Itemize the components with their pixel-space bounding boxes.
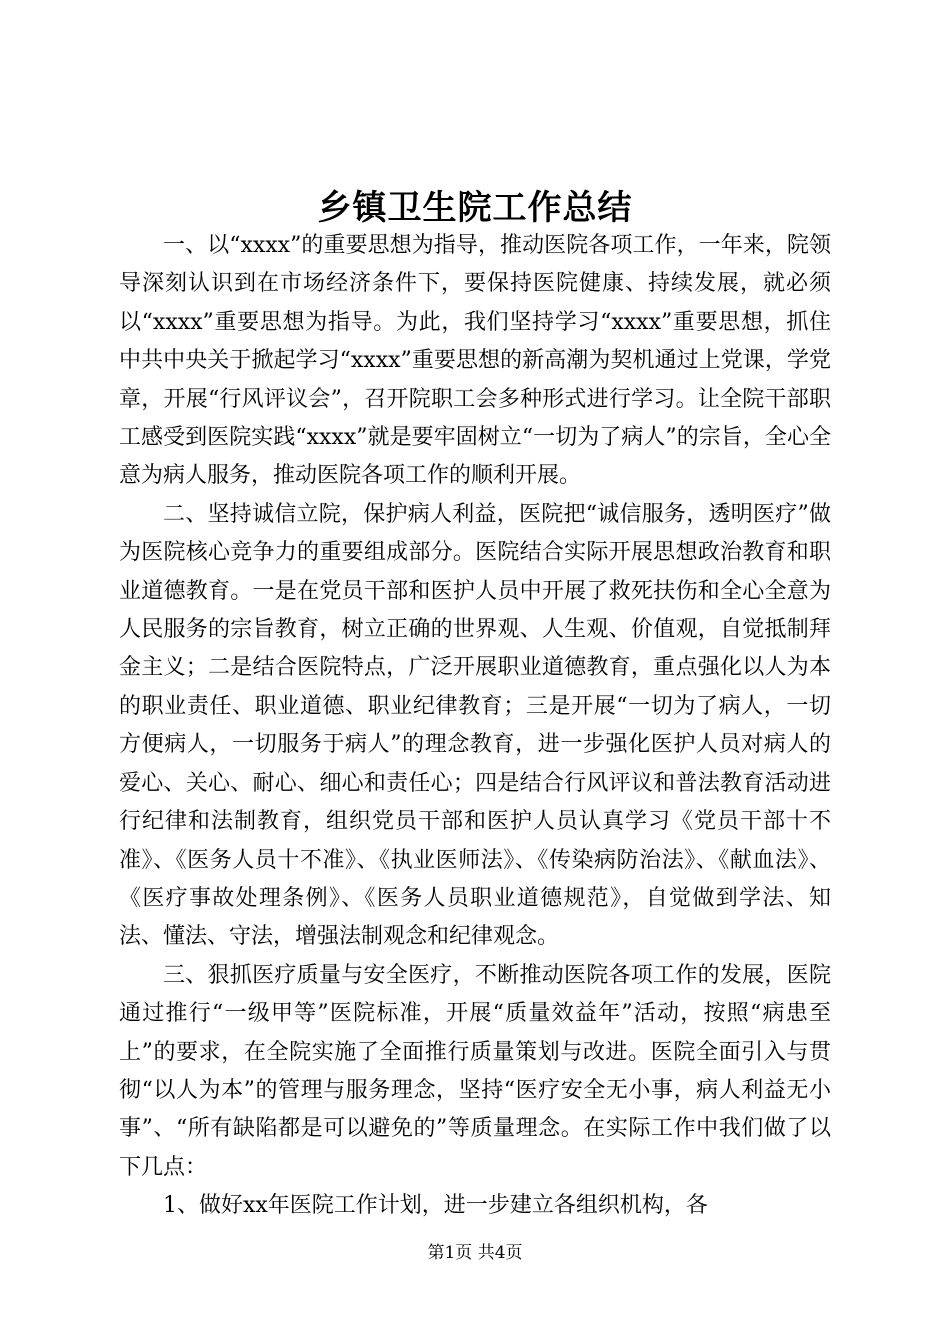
page-number-footer: 第1页 共4页: [427, 1243, 523, 1263]
paragraph-4: 1、做好xx年医院工作计划，进一步建立各组织机构，各: [163, 1193, 708, 1219]
paragraph-2: 二、坚持诚信立院，保护病人利益，医院把“诚信服务，透明医疗”做为医院核心竞争力的重要组成部分。医院结合实际开展思想政治教育和职业道德教育。一是在党员干部和医护人员中开展了救死扶伤和全心全意为人民服务的宗旨教育，树立正确的世界观、人生观、价值观，自觉抵制拜金主义；二是结合医院特点，广泛开展职业道德教育，重点强化以人为本的职业责任、职业道德、职业纪律教育；三是开展“一切为了病人，一切方便病人，一切服务于病人”的理念教育，进一步强化医护人员对病人的爱心、关心、耐心、细心和责任心；四是结合行风评议和普法教育活动进行纪律和法制教育，组织党员干部和医护人员认真学习《党员干部十不准》、《医务人员十不准》、《执业医师法》、《传染病防治法》、《献血法》、《医疗事故处理条例》、《医务人员职业道德规范》，自觉做到学法、知法、懂法、守法，增强法制观念和纪律观念。: [119, 501, 831, 950]
paragraph-3: 三、狠抓医疗质量与安全医疗，不断推动医院各项工作的发展，医院通过推行“一级甲等”医院标准，开展“质量效益年”活动，按照“病患至上”的要求，在全院实施了全面推行质量策划与改进。医院全面引入与贯彻“以人为本”的管理与服务理念，坚持“医疗安全无小事，病人利益无小事”、“所有缺陷都是可以避免的”等质量理念。在实际工作中我们做了以下几点：: [119, 962, 831, 1180]
document-title: 乡镇卫生院工作总结: [317, 188, 633, 228]
document-body: [119, 227, 831, 1226]
paragraph-1: 一、以“xxxx”的重要思想为指导，推动医院各项工作，一年来，院领导深刻认识到在市场经济条件下，要保持医院健康、持续发展，就必须以“xxxx”重要思想为指导。为此，我们坚持学习“xxxx”重要思想，抓住中共中央关于掀起学习“xxxx”重要思想的新高潮为契机通过上党课，学党章，开展“行风评议会”，召开院职工会多种形式进行学习。让全院干部职工感受到医院实践“xxxx”就是要牢固树立“一切为了病人”的宗旨，全心全意为病人服务，推动医院各项工作的顺利开展。: [119, 233, 831, 489]
